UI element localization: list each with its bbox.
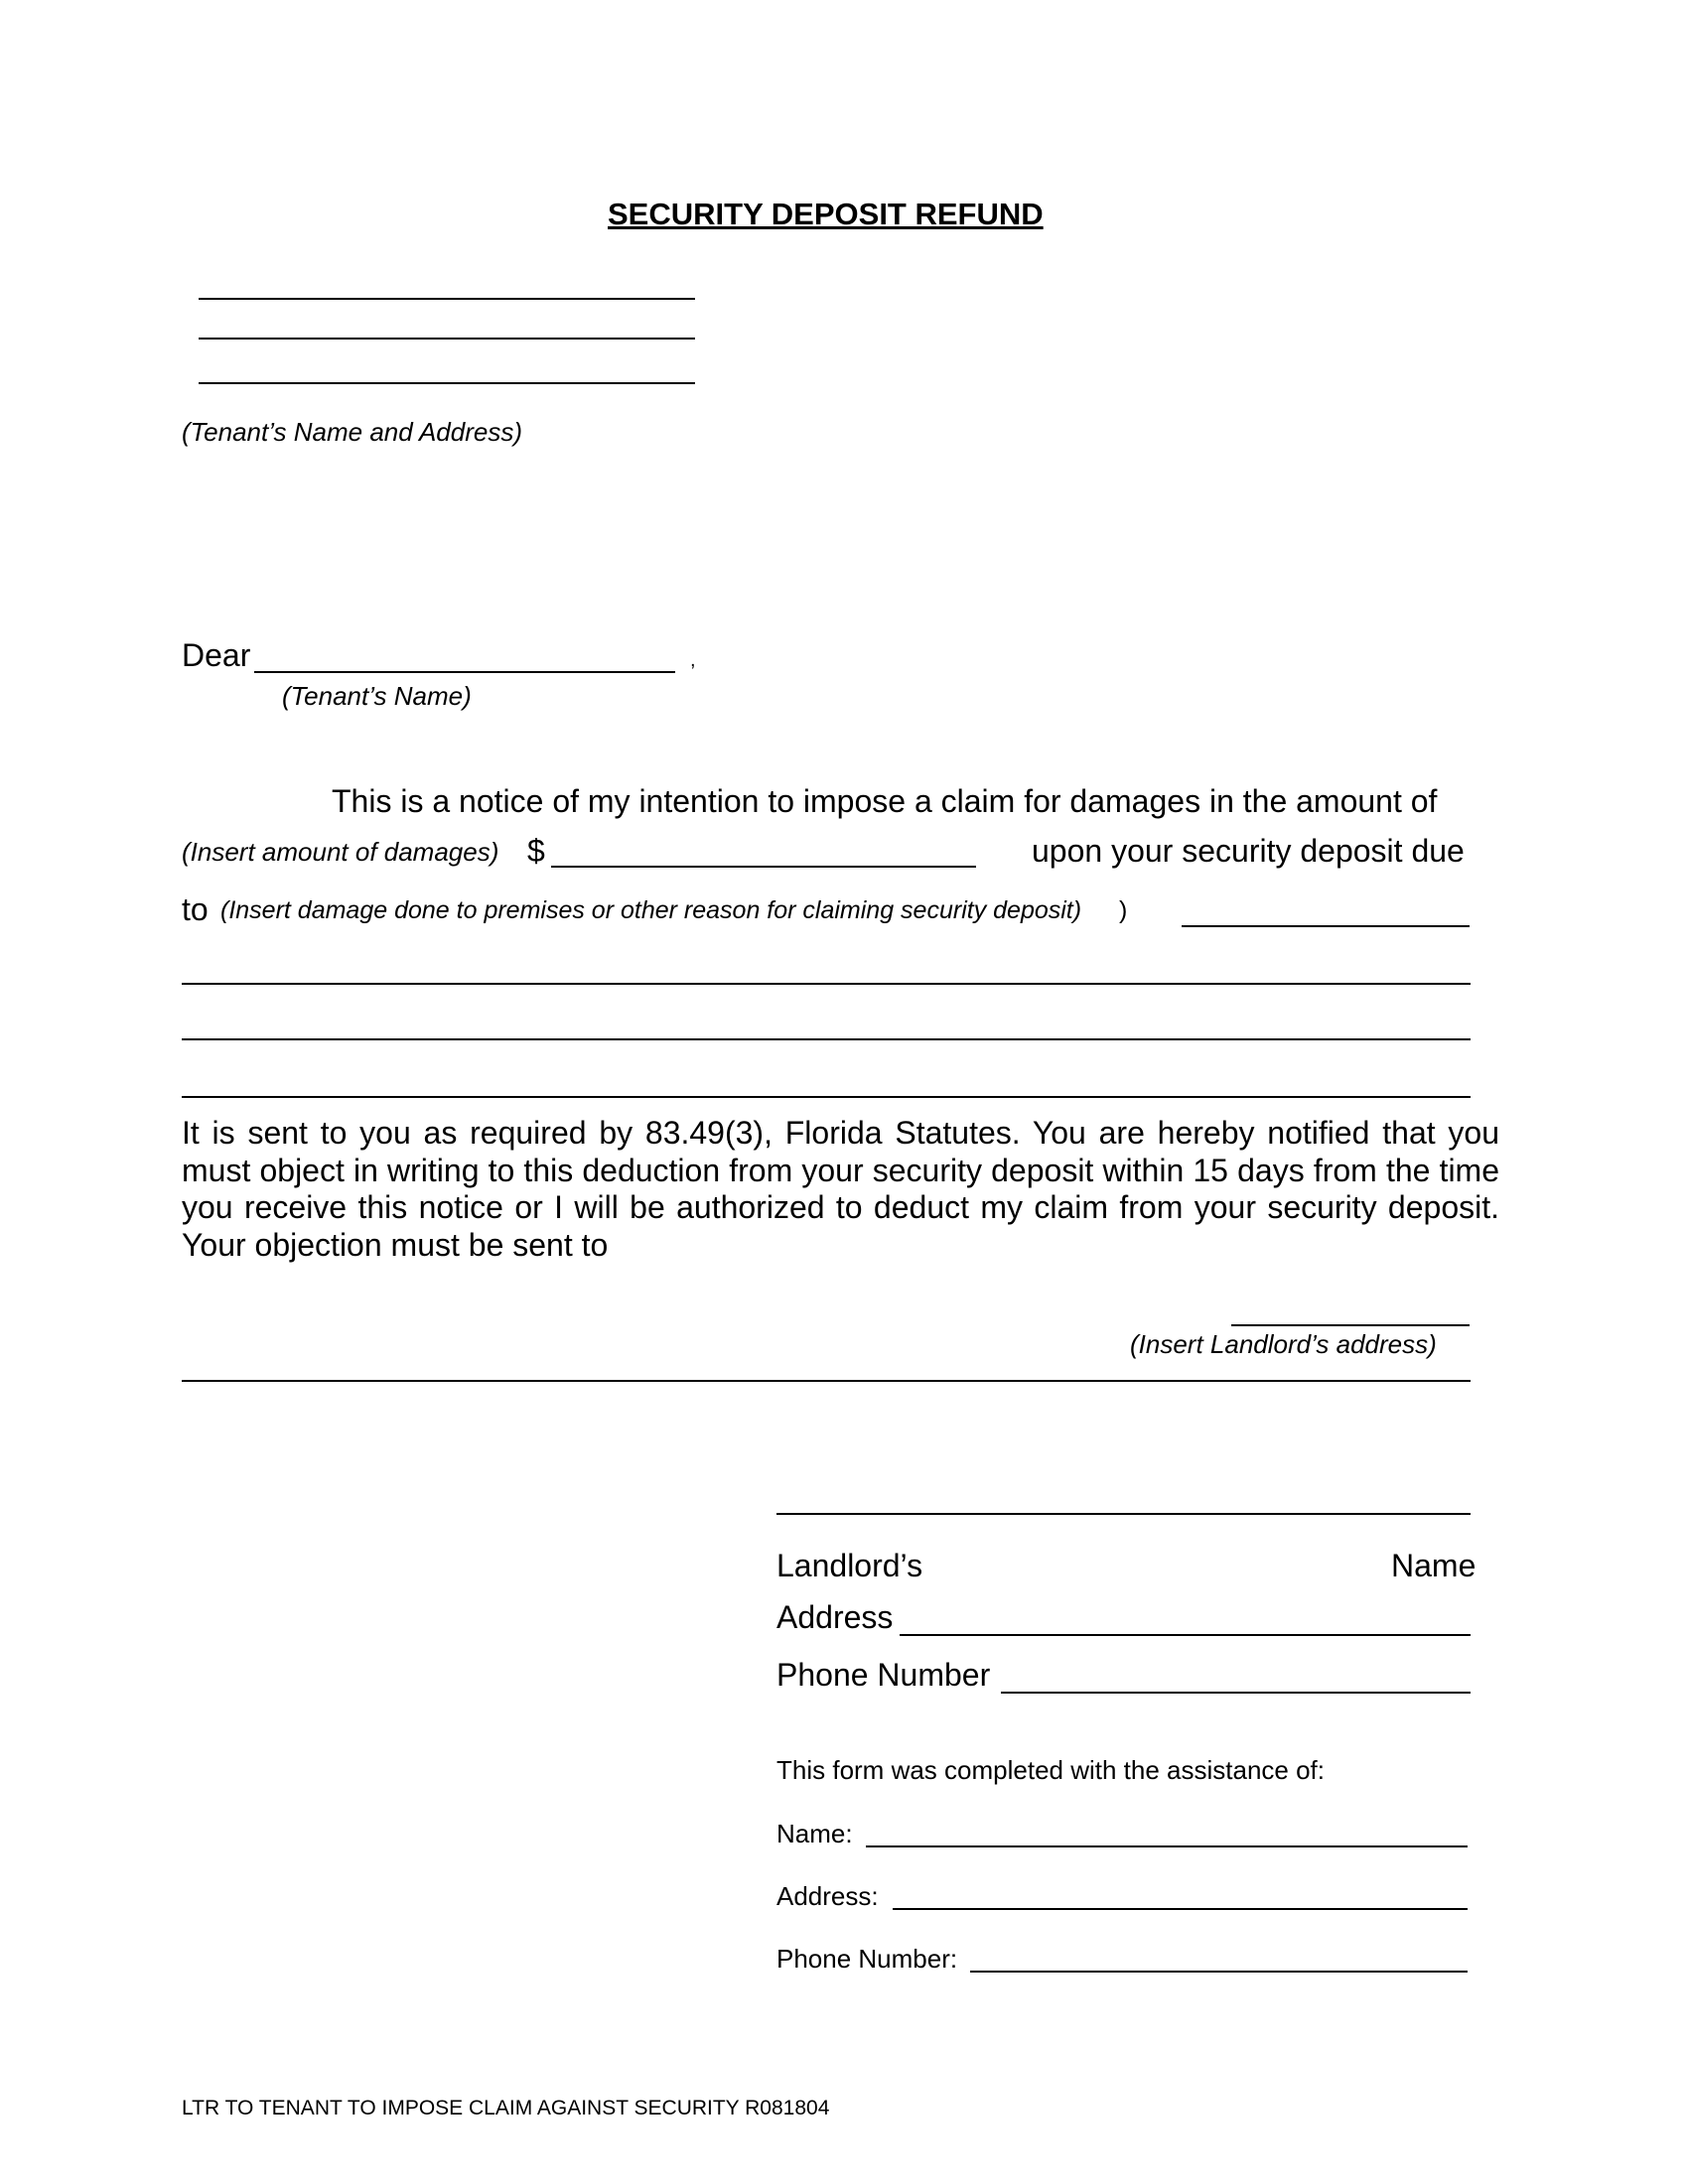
tenant-name-line[interactable] (254, 671, 675, 673)
landlord-address-label: Address (776, 1599, 894, 1635)
tenant-address-line-2[interactable] (199, 338, 695, 340)
reason-line-1[interactable] (182, 983, 1471, 985)
damage-amount-line[interactable] (551, 866, 976, 868)
tenant-address-line-1[interactable] (199, 298, 695, 300)
assistance-heading: This form was completed with the assistance of: (776, 1755, 1326, 1785)
landlord-signature-line[interactable] (776, 1513, 1471, 1515)
amount-caption: (Insert amount of damages) (182, 837, 499, 867)
landlord-address-field[interactable] (900, 1634, 1471, 1636)
reason-line-short[interactable] (1182, 925, 1470, 927)
to-word: to (182, 891, 209, 927)
notice-line-1: This is a notice of my intention to impose a claim for damages in the amount of (332, 783, 1438, 819)
landlord-phone-field[interactable] (1001, 1692, 1471, 1694)
reason-close-paren: ) (1119, 896, 1128, 924)
landlord-address-line-short[interactable] (1231, 1324, 1470, 1326)
dear-label: Dear (182, 637, 251, 673)
landlord-name-left: Landlord’s (776, 1548, 923, 1583)
landlord-address-caption: (Insert Landlord’s address) (1130, 1329, 1437, 1359)
upon-deposit-text: upon your security deposit due (1032, 833, 1465, 869)
assistance-address-label: Address: (776, 1881, 879, 1911)
tenant-name-caption: (Tenant’s Name) (282, 681, 472, 711)
statute-paragraph: It is sent to you as required by 83.49(3), Florida Statutes. You are hereby notified that you must object in writing to this deduction from your security deposit within 15 days from the time you receive this notice or I will be authorized to deduct my claim from your security deposit. Your objection must be sent to (182, 1115, 1499, 1263)
assistance-phone-field[interactable] (970, 1971, 1468, 1973)
dollar-sign: $ (527, 833, 545, 869)
landlord-address-line[interactable] (182, 1380, 1471, 1382)
tenant-address-caption: (Tenant’s Name and Address) (182, 417, 523, 447)
document-title: SECURITY DEPOSIT REFUND (608, 197, 1044, 231)
assistance-name-label: Name: (776, 1819, 853, 1848)
tenant-address-line-3[interactable] (199, 382, 695, 384)
reason-caption: (Insert damage done to premises or other reason for claiming security deposit) (220, 896, 1082, 924)
landlord-name-right: Name (1391, 1548, 1477, 1583)
assistance-phone-label: Phone Number: (776, 1944, 958, 1974)
greeting-comma: , (690, 649, 696, 671)
reason-line-2[interactable] (182, 1038, 1471, 1040)
assistance-address-field[interactable] (893, 1908, 1468, 1910)
form-footer: LTR TO TENANT TO IMPOSE CLAIM AGAINST SECURITY R081804 (182, 2097, 830, 2119)
landlord-phone-label: Phone Number (776, 1657, 991, 1693)
assistance-name-field[interactable] (866, 1845, 1468, 1847)
reason-line-3[interactable] (182, 1096, 1471, 1098)
